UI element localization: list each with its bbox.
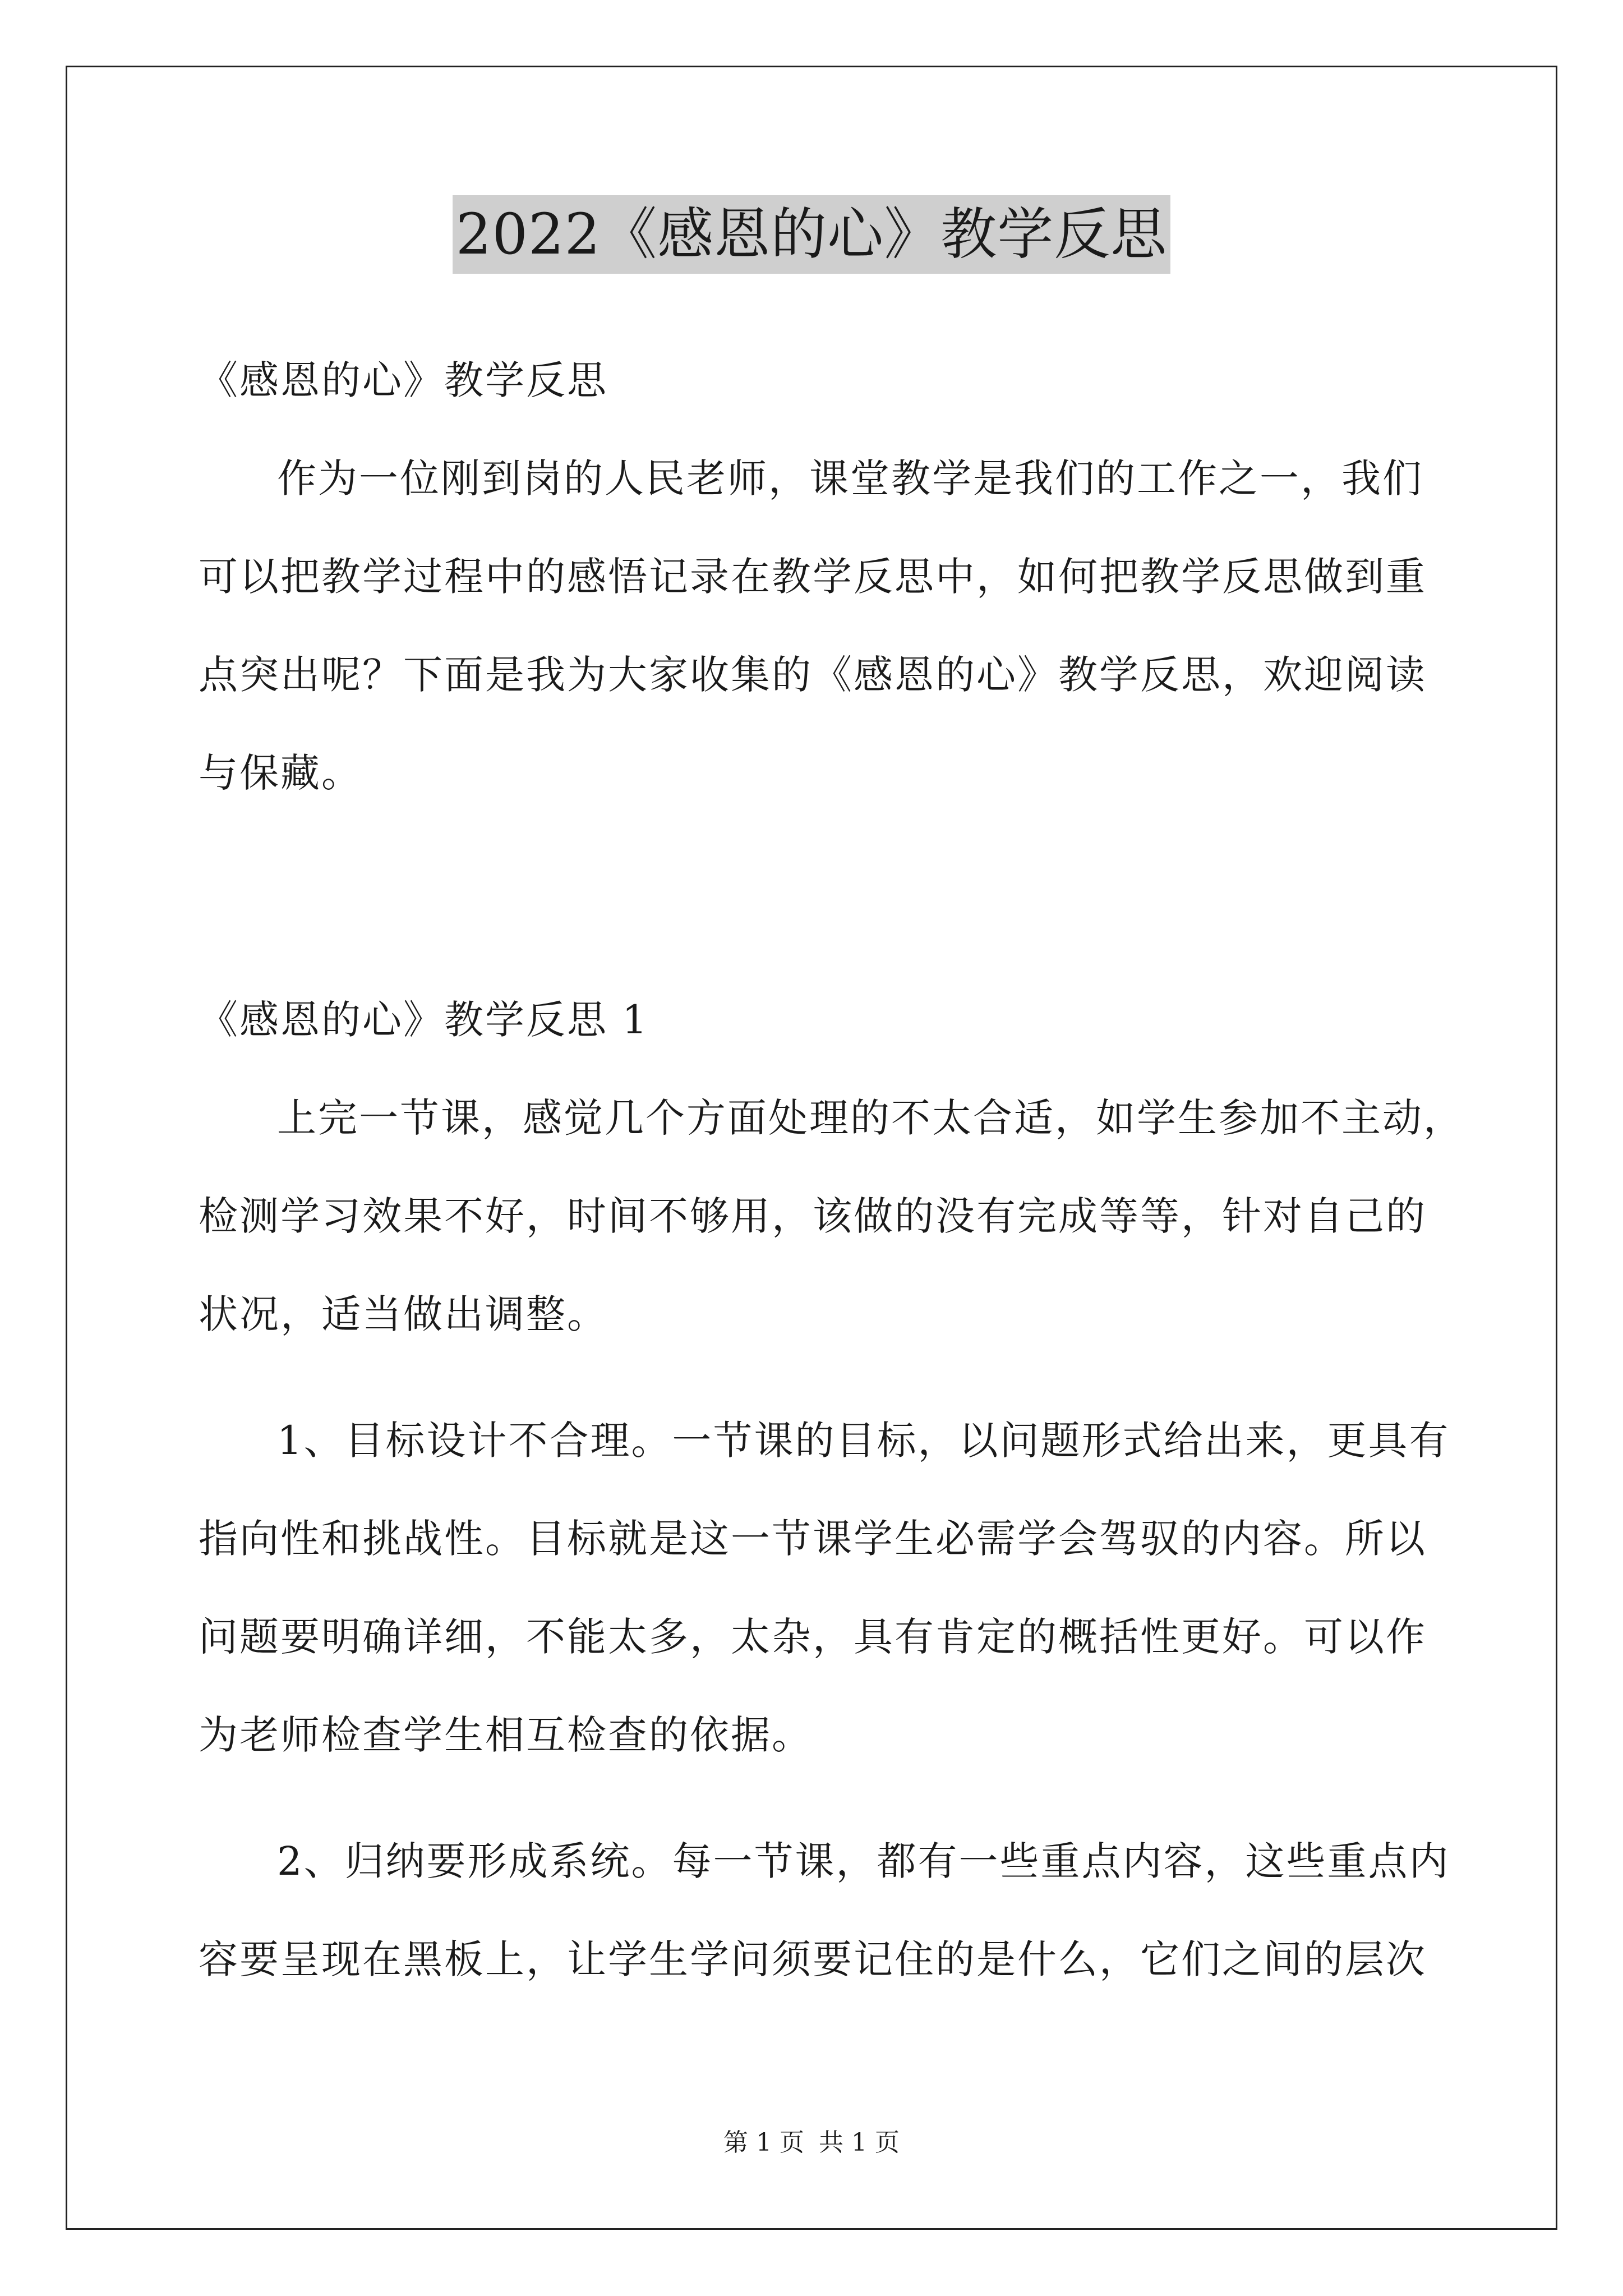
paragraph-line: 指向性和挑战性。目标就是这一节课学生必需学会驾驭的内容。所以 <box>199 1516 1427 1562</box>
page-number: 第 1 页 <box>723 2128 804 2157</box>
paragraph-line: 为老师检查学生相互检查的依据。 <box>199 1712 813 1758</box>
paragraph-line: 上完一节课，感觉几个方面处理的不太合适，如学生参加不主动， <box>277 1095 1464 1141</box>
section1-heading: 《感恩的心》教学反思 1 <box>199 997 649 1043</box>
page-footer <box>0 2126 1623 2160</box>
paragraph-line: 问题要明确详细，不能太多，太杂，具有肯定的概括性更好。可以作 <box>199 1614 1427 1660</box>
intro-heading: 《感恩的心》教学反思 <box>199 357 608 403</box>
paragraph-line: 状况，适当做出调整。 <box>199 1291 608 1337</box>
paragraph-line: 1、目标设计不合理。一节课的目标，以问题形式给出来，更具有 <box>277 1418 1450 1464</box>
page-total: 共 1 页 <box>819 2128 900 2157</box>
intro-line: 可以把教学过程中的感悟记录在教学反思中，如何把教学反思做到重 <box>199 554 1427 600</box>
paragraph-line: 检测学习效果不好，时间不够用，该做的没有完成等等，针对自己的 <box>199 1193 1427 1239</box>
paragraph-line: 容要呈现在黑板上，让学生学问须要记住的是什么，它们之间的层次 <box>199 1936 1427 1982</box>
intro-line: 与保藏。 <box>199 750 362 796</box>
intro-line: 点突出呢？下面是我为大家收集的《感恩的心》教学反思，欢迎阅读 <box>199 652 1427 698</box>
title-container <box>0 195 1623 274</box>
document-title: 2022《感恩的心》教学反思 <box>453 195 1171 274</box>
intro-line: 作为一位刚到岗的人民老师，课堂教学是我们的工作之一，我们 <box>277 455 1423 501</box>
paragraph-line: 2、归纳要形成系统。每一节课，都有一些重点内容，这些重点内 <box>277 1838 1450 1884</box>
